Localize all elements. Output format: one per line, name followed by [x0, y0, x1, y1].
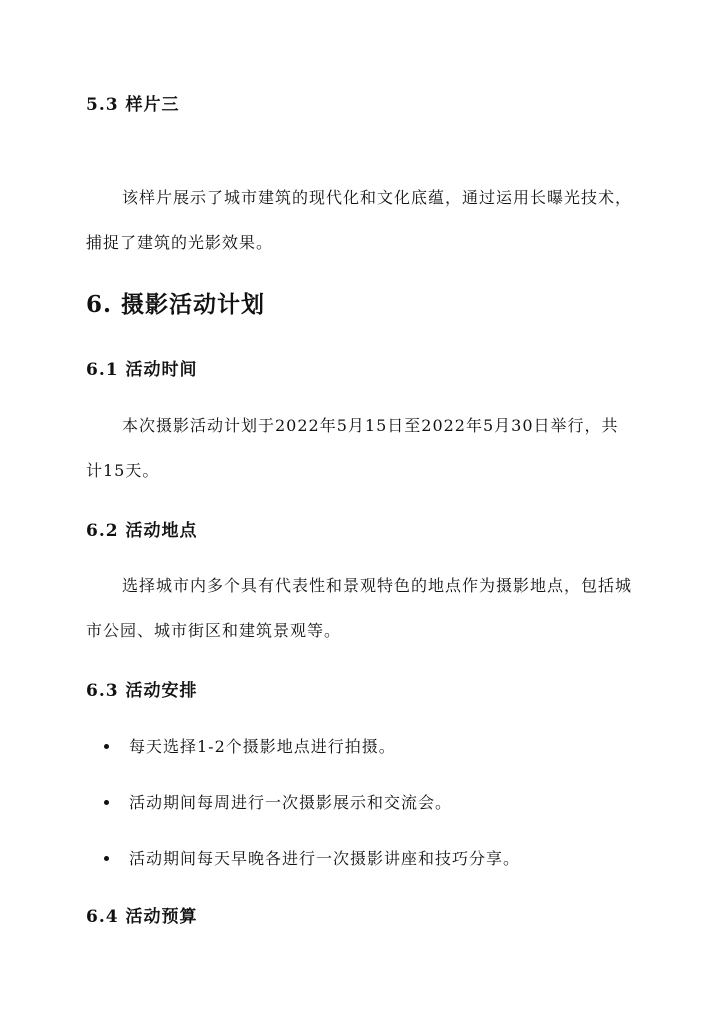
section-5-3-paragraph: 该样片展示了城市建筑的现代化和文化底蕴，通过运用长曝光技术，捕捉了建筑的光影效果。 — [86, 188, 633, 252]
section-6-2-heading: 6.2 活动地点 — [86, 521, 198, 541]
section-6-4-heading: 6.4 活动预算 — [86, 907, 198, 927]
list-item-text: 活动期间每天早晚各进行一次摄影讲座和技巧分享。 — [129, 849, 521, 868]
list-item-text: 活动期间每周进行一次摄影展示和交流会。 — [129, 793, 453, 812]
list-item — [104, 790, 452, 813]
section-6-1-paragraph: 本次摄影活动计划于2022年5月15日至2022年5月30日举行，共计15天。 — [86, 416, 619, 480]
bullet-icon — [104, 800, 109, 805]
section-6-1-heading: 6.1 活动时间 — [86, 360, 198, 380]
list-item-text: 每天选择1-2个摄影地点进行拍摄。 — [129, 737, 396, 756]
section-6-heading: 6. 摄影活动计划 — [86, 291, 266, 318]
bullet-icon — [104, 856, 109, 861]
list-item — [104, 846, 520, 869]
list-item — [104, 734, 396, 757]
section-6-2-paragraph: 选择城市内多个具有代表性和景观特色的地点作为摄影地点，包括城市公园、城市街区和建筑景观等。 — [86, 576, 633, 640]
section-5-3-heading: 5.3 样片三 — [86, 95, 180, 115]
bullet-icon — [104, 744, 109, 749]
section-6-3-heading: 6.3 活动安排 — [86, 681, 198, 701]
